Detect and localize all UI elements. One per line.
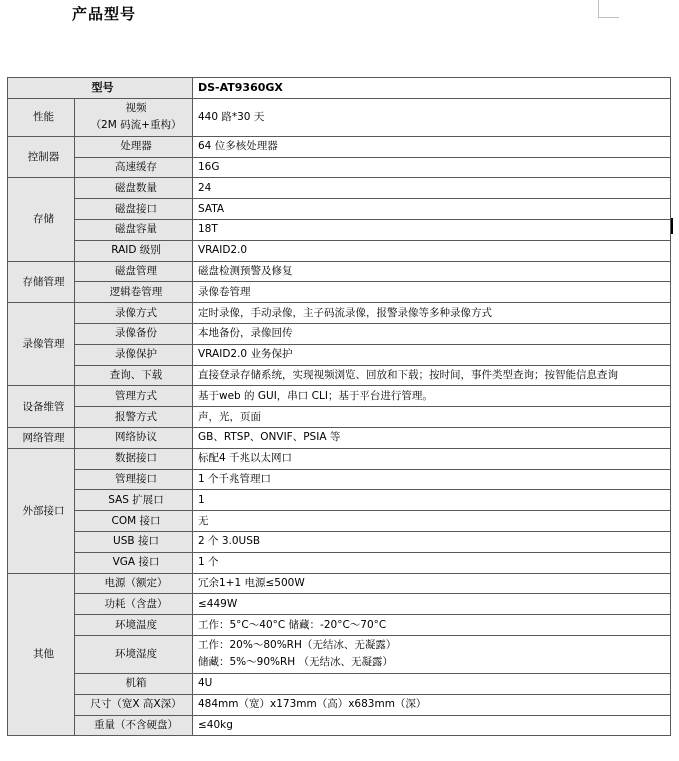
value-cell bbox=[193, 511, 671, 532]
item-label: 管理方式 bbox=[115, 389, 157, 402]
item-label: 高速缓存 bbox=[115, 160, 157, 173]
table-row bbox=[8, 386, 671, 407]
item-cell bbox=[75, 178, 193, 199]
value-cell bbox=[193, 240, 671, 261]
value-text: 工作：20%～80%RH（无结冰、无凝露） bbox=[198, 639, 397, 652]
value-cell bbox=[193, 594, 671, 615]
table-row bbox=[8, 694, 671, 715]
table-row bbox=[8, 427, 671, 448]
item-cell bbox=[75, 673, 193, 694]
item-cell bbox=[75, 365, 193, 386]
table-row bbox=[8, 219, 671, 240]
page-title: 产品型号 bbox=[72, 5, 137, 23]
value-text: 1 bbox=[198, 493, 205, 506]
value-cell bbox=[193, 303, 671, 324]
item-label: 数据接口 bbox=[115, 452, 157, 465]
value-cell bbox=[193, 615, 671, 636]
item-label: 磁盘接口 bbox=[115, 202, 157, 215]
table-row bbox=[8, 615, 671, 636]
value-cell bbox=[193, 178, 671, 199]
item-cell bbox=[75, 427, 193, 448]
value-cell bbox=[193, 282, 671, 303]
value-text: 声，光，页面 bbox=[198, 410, 261, 423]
value-text: 440 路*30 天 bbox=[198, 110, 265, 123]
item-label: 网络协议 bbox=[115, 431, 157, 444]
item-cell bbox=[75, 573, 193, 594]
value-cell bbox=[193, 490, 671, 511]
table-row bbox=[8, 673, 671, 694]
item-label: 录像方式 bbox=[115, 306, 157, 319]
value-cell bbox=[193, 531, 671, 552]
spec-table bbox=[7, 77, 671, 736]
table-row bbox=[8, 469, 671, 490]
item-cell bbox=[75, 136, 193, 157]
item-cell bbox=[75, 552, 193, 573]
item-label: 电源（额定） bbox=[104, 576, 168, 589]
value-cell bbox=[193, 573, 671, 594]
table-row bbox=[8, 552, 671, 573]
table-row bbox=[8, 199, 671, 220]
item-label: 磁盘容量 bbox=[115, 223, 157, 236]
item-cell bbox=[75, 407, 193, 428]
table-row bbox=[8, 240, 671, 261]
table-row bbox=[8, 282, 671, 303]
item-cell bbox=[75, 490, 193, 511]
item-cell bbox=[75, 694, 193, 715]
value-cell bbox=[193, 344, 671, 365]
item-cell bbox=[75, 261, 193, 282]
value-text: 24 bbox=[198, 181, 212, 194]
value-cell bbox=[193, 635, 671, 673]
table-row bbox=[8, 98, 671, 136]
item-label: USB 接口 bbox=[113, 535, 159, 548]
table-row bbox=[8, 573, 671, 594]
table-row bbox=[8, 344, 671, 365]
item-cell bbox=[75, 635, 193, 673]
table-row bbox=[8, 323, 671, 344]
value-cell bbox=[193, 694, 671, 715]
value-cell bbox=[193, 448, 671, 469]
category-cell: 设备维管 bbox=[8, 386, 75, 428]
item-cell bbox=[75, 323, 193, 344]
value-text: 无 bbox=[198, 514, 209, 527]
value-cell bbox=[193, 552, 671, 573]
item-cell bbox=[75, 615, 193, 636]
value-text: 484mm（宽）x173mm（高）x683mm（深） bbox=[198, 698, 427, 711]
table-row bbox=[8, 594, 671, 615]
item-cell bbox=[75, 240, 193, 261]
value-text: 冗余1+1 电源≤500W bbox=[198, 576, 305, 589]
item-label: 视频 bbox=[125, 102, 147, 115]
item-cell bbox=[75, 303, 193, 324]
table-row bbox=[8, 136, 671, 157]
value-cell bbox=[193, 136, 671, 157]
value-cell bbox=[193, 407, 671, 428]
table-row bbox=[8, 635, 671, 673]
value-text: GB、RTSP、ONVIF、PSIA 等 bbox=[198, 431, 341, 444]
table-row bbox=[8, 261, 671, 282]
value-cell bbox=[193, 157, 671, 178]
table-row bbox=[8, 407, 671, 428]
item-cell bbox=[75, 219, 193, 240]
table-row bbox=[8, 178, 671, 199]
table-row bbox=[8, 531, 671, 552]
value-text: 工作：5°C～40°C 储藏：-20°C～70°C bbox=[198, 618, 387, 631]
value-cell bbox=[193, 98, 671, 136]
item-cell bbox=[75, 199, 193, 220]
item-label: 磁盘数量 bbox=[115, 181, 157, 194]
item-label: 录像备份 bbox=[115, 327, 157, 340]
item-label: 尺寸（宽X 高X深） bbox=[90, 698, 182, 711]
value-text: 基于web 的 GUI，串口 CLI；基于平台进行管理。 bbox=[198, 389, 433, 402]
table-row bbox=[8, 303, 671, 324]
value-cell bbox=[193, 386, 671, 407]
item-label: 报警方式 bbox=[115, 410, 157, 423]
value-text: 录像卷管理 bbox=[198, 285, 251, 298]
value-text: ≤449W bbox=[198, 597, 238, 610]
value-text: 储藏：5%～90%RH （无结冰、无凝露） bbox=[198, 656, 394, 669]
value-cell bbox=[193, 323, 671, 344]
table-row bbox=[8, 157, 671, 178]
page-corner-mark bbox=[598, 0, 619, 18]
value-cell bbox=[193, 199, 671, 220]
value-text: 2 个 3.0USB bbox=[198, 535, 261, 548]
value-cell bbox=[193, 365, 671, 386]
value-text: 本地备份，录像回传 bbox=[198, 327, 293, 340]
table-row bbox=[8, 490, 671, 511]
value-text: ≤40kg bbox=[198, 718, 233, 731]
table-row bbox=[8, 511, 671, 532]
category-cell: 外部接口 bbox=[8, 448, 75, 573]
item-label: COM 接口 bbox=[111, 514, 161, 527]
value-text: 1 个千兆管理口 bbox=[198, 472, 272, 485]
value-text: 64 位多核处理器 bbox=[198, 140, 278, 153]
table-header-row bbox=[8, 78, 671, 99]
item-label: VGA 接口 bbox=[112, 556, 160, 569]
value-cell bbox=[193, 219, 671, 240]
item-label: 功耗（含盘） bbox=[104, 597, 168, 610]
category-cell: 网络管理 bbox=[8, 427, 75, 448]
value-text: 16G bbox=[198, 160, 220, 173]
value-cell bbox=[193, 469, 671, 490]
value-text: 直接登录存储系统，实现视频浏览、回放和下载；按时间，事件类型查询；按智能信息查询 bbox=[198, 368, 618, 381]
item-label: RAID 级别 bbox=[111, 244, 161, 257]
item-label: 查询、下载 bbox=[109, 368, 163, 381]
item-cell bbox=[75, 157, 193, 178]
category-cell: 其他 bbox=[8, 573, 75, 736]
item-cell bbox=[75, 715, 193, 736]
table-row bbox=[8, 448, 671, 469]
item-cell bbox=[75, 448, 193, 469]
header-model: DS-AT9360GX bbox=[193, 78, 671, 99]
item-label: 磁盘管理 bbox=[115, 264, 157, 277]
category-cell: 控制器 bbox=[8, 136, 75, 178]
table-row bbox=[8, 715, 671, 736]
item-cell bbox=[75, 282, 193, 303]
item-cell bbox=[75, 98, 193, 136]
value-text: SATA bbox=[198, 202, 225, 215]
value-text: 18T bbox=[198, 223, 218, 236]
item-label: 环境温度 bbox=[115, 618, 157, 631]
header-label: 型号 bbox=[8, 78, 193, 99]
item-label: SAS 扩展口 bbox=[108, 493, 164, 506]
item-label: 录像保护 bbox=[115, 348, 157, 361]
item-cell bbox=[75, 344, 193, 365]
item-label: 逻辑卷管理 bbox=[109, 285, 163, 298]
item-label: 环境湿度 bbox=[115, 647, 157, 660]
value-text: VRAID2.0 业务保护 bbox=[198, 348, 293, 361]
item-label: 处理器 bbox=[120, 140, 152, 153]
item-cell bbox=[75, 511, 193, 532]
item-cell bbox=[75, 386, 193, 407]
value-text: 定时录像，手动录像，主子码流录像，报警录像等多种录像方式 bbox=[198, 306, 492, 319]
category-cell: 性能 bbox=[8, 98, 75, 136]
item-cell bbox=[75, 531, 193, 552]
item-cell bbox=[75, 594, 193, 615]
value-cell bbox=[193, 261, 671, 282]
table-row bbox=[8, 365, 671, 386]
value-text: 1 个 bbox=[198, 556, 219, 569]
value-text: 标配4 千兆以太网口 bbox=[198, 452, 293, 465]
item-label: 管理接口 bbox=[115, 472, 157, 485]
value-cell bbox=[193, 715, 671, 736]
value-cell bbox=[193, 673, 671, 694]
category-cell: 录像管理 bbox=[8, 303, 75, 386]
category-cell: 存储 bbox=[8, 178, 75, 261]
category-cell: 存储管理 bbox=[8, 261, 75, 303]
value-text: VRAID2.0 bbox=[198, 244, 248, 257]
value-cell bbox=[193, 427, 671, 448]
value-text: 磁盘检测预警及修复 bbox=[198, 264, 293, 277]
value-text: 4U bbox=[198, 677, 213, 690]
item-label: （2M 码流+重构） bbox=[90, 119, 182, 132]
item-label: 重量（不含硬盘） bbox=[94, 718, 178, 731]
item-label: 机箱 bbox=[125, 677, 147, 690]
item-cell bbox=[75, 469, 193, 490]
